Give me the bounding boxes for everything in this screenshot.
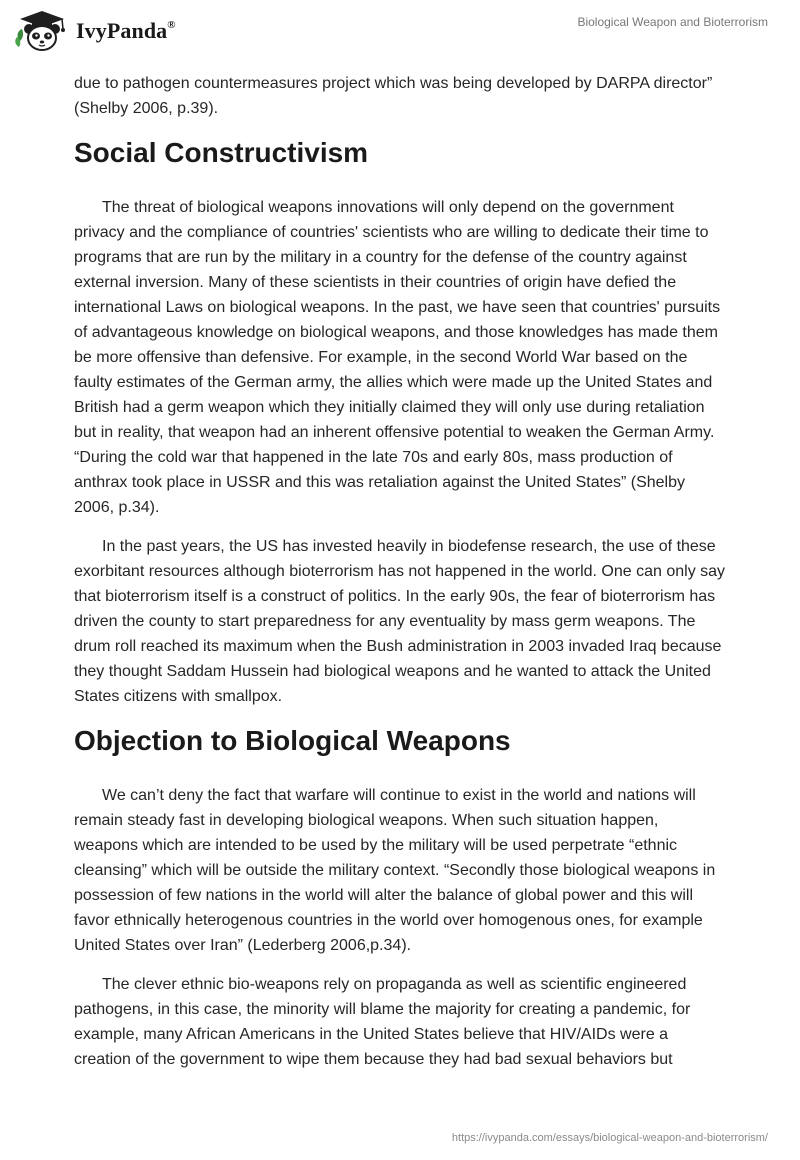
- panda-graduate-icon: [14, 9, 70, 53]
- intro-continuation: due to pathogen countermeasures project which was being developed by DARPA director” (Shelby 2006, p.39).: [74, 75, 713, 117]
- document-title: Biological Weapon and Bioterrorism: [577, 15, 768, 29]
- ivypanda-logo[interactable]: [14, 9, 176, 53]
- essay-content: [74, 71, 726, 1086]
- footer-url[interactable]: https://ivypanda.com/essays/biological-weapon-and-bioterrorism/: [451, 1132, 768, 1144]
- paragraph: The clever ethnic bio-weapons rely on propaganda as well as scientific engineered pathogens, in this case, the minority will blame the majority for creating a pandemic, for example, many African Americans in the United States believe that HIV/AIDs were a creation of the government to wipe them because they had bad sexual behaviors but: [74, 976, 691, 1068]
- section-heading-social-constructivism: Social Constructivism: [74, 137, 369, 168]
- page-header: [0, 0, 800, 64]
- paragraph: We can’t deny the fact that warfare will continue to exist in the world and nations will remain steady fast in developing biological weapons. When such situation happen, weapons which are intended to be used by the military will be used perpetrate “ethnic cleansing” which will be outside the military context. “Secondly those biological weapons in possession of few nations in the world will alter the balance of global power and this will favor ethnically heterogenous countries in the world over homogenous ones, for example United States over Iran” (Lederberg 2006,p.34).: [74, 787, 716, 954]
- section-heading-objection: Objection to Biological Weapons: [74, 725, 511, 756]
- brand-name: IvyPanda®: [76, 18, 176, 43]
- paragraph: In the past years, the US has invested heavily in biodefense research, the use of these exorbitant resources although bioterrorism has not happened in the world. One can only say that bioterrorism itself is a construct of politics. In the early 90s, the fear of bioterrorism has driven the county to start preparedness for any eventuality by mass germ weapons. The drum roll reached its maximum when the Bush administration in 2003 invaded Iraq because they thought Saddam Hussein had biological weapons and he wanted to attack the United States citizens with smallpox.: [74, 538, 726, 705]
- paragraph: The threat of biological weapons innovations will only depend on the government privacy and the compliance of countries' scientists who are willing to dedicate their time to programs that are run by the military in a country for the defense of the country against external inversion. Many of these scientists in their countries of origin have defied the international Laws on biological weapons. In the past, we have seen that countries' pursuits of advantageous knowledge on biological weapons, and those knowledges has made them be more offensive than defensive. For example, in the second World War based on the faulty estimates of the German army, the allies which were made up the United States and British had a germ weapon which they initially claimed they will only use during retaliation but in reality, that weapon had an inherent offensive potential to weaken the German Army. “During the cold war that happened in the late 70s and early 80s, mass production of anthrax took place in USSR and this was retaliation against the United States” (Shelby 2006, p.34).: [74, 199, 721, 516]
